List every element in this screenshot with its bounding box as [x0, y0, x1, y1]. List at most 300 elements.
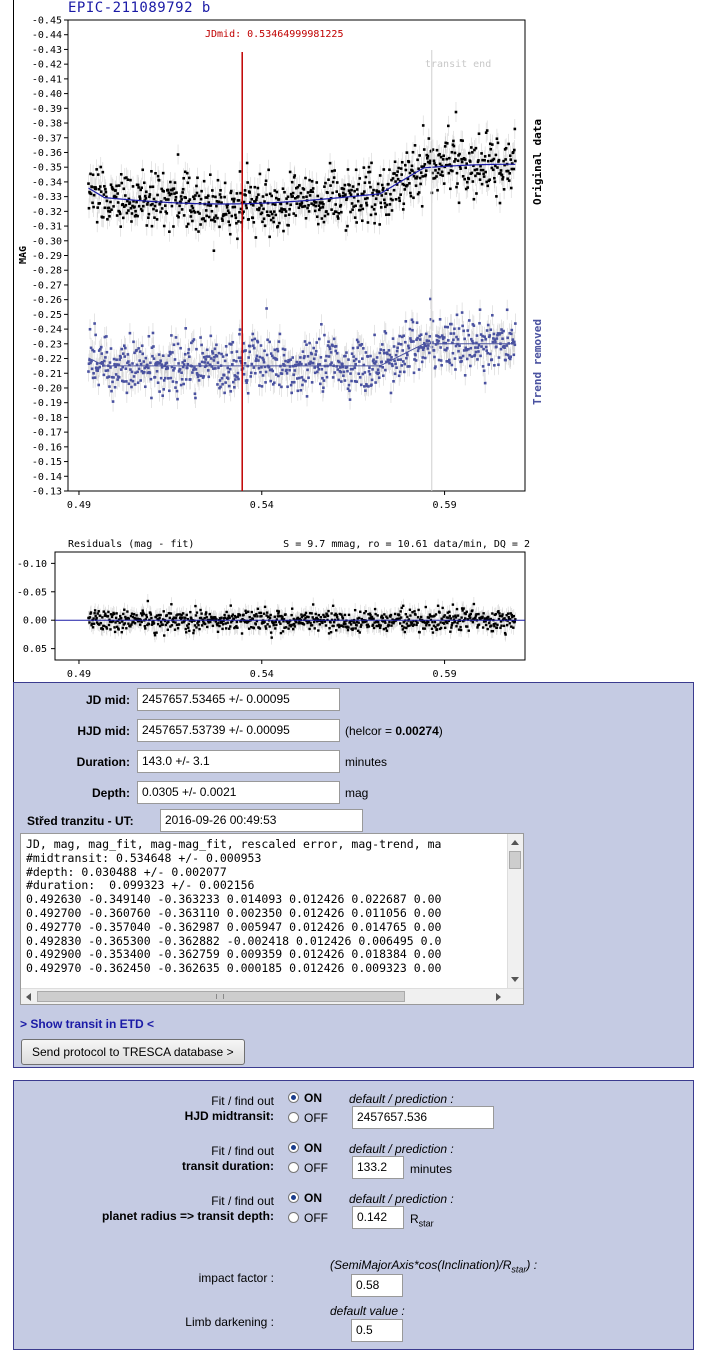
- original-data-point: [233, 198, 236, 201]
- original-data-point: [311, 180, 314, 183]
- trend-removed-point: [466, 329, 469, 332]
- residual-point: [332, 625, 334, 627]
- trend-removed-point: [233, 386, 236, 389]
- original-data-point: [203, 180, 206, 183]
- residual-point: [186, 614, 188, 616]
- residual-point: [242, 614, 244, 616]
- trend-removed-point: [322, 386, 325, 389]
- trend-removed-point: [321, 368, 324, 371]
- trend-removed-point: [105, 335, 108, 338]
- original-data-point: [449, 187, 452, 190]
- residual-point: [94, 609, 96, 611]
- original-data-point: [262, 208, 265, 211]
- original-data-point: [422, 124, 425, 127]
- trend-removed-point: [144, 385, 147, 388]
- original-data-point: [323, 185, 326, 188]
- trend-removed-point: [264, 381, 267, 384]
- original-data-point: [331, 170, 334, 173]
- trend-removed-point: [486, 352, 489, 355]
- original-data-point: [266, 210, 269, 213]
- residual-point: [150, 617, 152, 619]
- trend-removed-point: [174, 358, 177, 361]
- residual-point: [434, 626, 436, 628]
- trend-removed-point: [152, 345, 155, 348]
- original-data-point: [189, 198, 192, 201]
- trend-removed-point: [450, 323, 453, 326]
- residual-point: [314, 627, 316, 629]
- original-data-point: [440, 156, 443, 159]
- original-data-point: [367, 221, 370, 224]
- original-data-point: [507, 143, 510, 146]
- original-data-point: [245, 204, 248, 207]
- residual-point: [275, 624, 277, 626]
- trend-removed-point: [210, 335, 213, 338]
- original-data-point: [444, 145, 447, 148]
- trend-removed-point: [187, 352, 190, 355]
- residual-point: [178, 623, 180, 625]
- residual-point: [446, 622, 448, 624]
- original-data-point: [385, 213, 388, 216]
- x-tick-label: 0.49: [67, 500, 91, 511]
- trend-removed-point: [301, 376, 304, 379]
- original-data-point: [148, 195, 151, 198]
- trend-removed-point: [250, 372, 253, 375]
- trend-removed-point: [280, 386, 283, 389]
- original-data-point: [262, 195, 265, 198]
- original-data-point: [257, 187, 260, 190]
- residual-point: [130, 615, 132, 617]
- trend-removed-point: [485, 346, 488, 349]
- original-data-point: [441, 174, 444, 177]
- trend-removed-point: [138, 368, 141, 371]
- trend-removed-point: [513, 353, 516, 356]
- trend-removed-point: [224, 381, 227, 384]
- trend-removed-point: [396, 347, 399, 350]
- trend-removed-point: [107, 369, 110, 372]
- trend-removed-point: [367, 355, 370, 358]
- original-data-point: [108, 215, 111, 218]
- residual-point: [350, 623, 352, 625]
- original-data-point: [349, 211, 352, 214]
- residual-point: [435, 613, 437, 615]
- original-data-point: [218, 200, 221, 203]
- trend-removed-point: [109, 366, 112, 369]
- original-data-point: [324, 215, 327, 218]
- original-data-point: [314, 205, 317, 208]
- trend-removed-point: [466, 358, 469, 361]
- original-data-point: [234, 206, 237, 209]
- original-data-point: [340, 204, 343, 207]
- original-data-point: [409, 192, 412, 195]
- original-data-point: [514, 128, 517, 131]
- trend-removed-point: [115, 358, 118, 361]
- original-data-point: [141, 168, 144, 171]
- original-data-point: [103, 185, 106, 188]
- trend-removed-point: [154, 376, 157, 379]
- residual-point: [209, 613, 211, 615]
- trend-removed-point: [219, 386, 222, 389]
- original-data-point: [164, 204, 167, 207]
- original-data-point: [480, 152, 483, 155]
- trend-removed-point: [383, 349, 386, 352]
- trend-removed-point: [213, 359, 216, 362]
- original-data-point: [467, 178, 470, 181]
- trend-removed-point: [427, 344, 430, 347]
- residual-point: [169, 617, 171, 619]
- trend-removed-point: [246, 379, 249, 382]
- original-data-point: [196, 192, 199, 195]
- original-data-point: [348, 184, 351, 187]
- trend-removed-point: [341, 363, 344, 366]
- residual-point: [265, 627, 267, 629]
- residual-point: [273, 624, 275, 626]
- original-data-point: [451, 170, 454, 173]
- trend-removed-point: [127, 353, 130, 356]
- trend-removed-point: [325, 371, 328, 374]
- residual-point: [432, 631, 434, 633]
- original-data-point: [497, 142, 500, 145]
- residual-point: [454, 620, 456, 622]
- trend-removed-point: [270, 352, 273, 355]
- trend-removed-point: [405, 320, 408, 323]
- original-data-point: [156, 194, 159, 197]
- residual-point: [93, 623, 95, 625]
- residual-point: [437, 605, 439, 607]
- residual-point: [344, 623, 346, 625]
- trend-removed-point: [123, 344, 126, 347]
- original-data-point: [291, 181, 294, 184]
- residual-point: [287, 627, 289, 629]
- original-data-point: [96, 206, 99, 209]
- original-data-point: [284, 214, 287, 217]
- residual-point: [408, 624, 410, 626]
- residual-point: [270, 631, 272, 633]
- trend-removed-point: [167, 367, 170, 370]
- residual-point: [401, 607, 403, 609]
- original-data-point: [378, 191, 381, 194]
- trend-removed-point: [395, 354, 398, 357]
- trend-removed-point: [189, 378, 192, 381]
- trend-removed-point: [226, 367, 229, 370]
- trend-removed-point: [364, 389, 367, 392]
- original-data-point: [171, 205, 174, 208]
- residual-point: [404, 631, 406, 633]
- original-data-point: [87, 182, 90, 185]
- original-data-point: [474, 175, 477, 178]
- trend-removed-point: [428, 340, 431, 343]
- original-data-point: [251, 217, 254, 220]
- residual-point: [325, 624, 327, 626]
- trend-removed-point: [452, 338, 455, 341]
- trend-removed-point: [506, 308, 509, 311]
- original-data-point: [195, 185, 198, 188]
- original-data-point: [186, 172, 189, 175]
- trend-removed-point: [238, 333, 241, 336]
- original-data-point: [258, 207, 261, 210]
- trend-removed-point: [405, 357, 408, 360]
- original-data-point: [503, 188, 506, 191]
- residual-point: [414, 613, 416, 615]
- original-data-point: [370, 214, 373, 217]
- original-data-point: [285, 210, 288, 213]
- residual-point: [115, 617, 117, 619]
- trend-removed-point: [237, 378, 240, 381]
- original-data-point: [461, 139, 464, 142]
- trend-removed-point: [182, 383, 185, 386]
- residual-point: [310, 612, 312, 614]
- original-data-point: [98, 188, 101, 191]
- original-data-point: [482, 169, 485, 172]
- y-tick-label: -0.26: [32, 295, 62, 306]
- trend-removed-point: [497, 363, 500, 366]
- trend-removed-point: [452, 352, 455, 355]
- residual-point: [417, 609, 419, 611]
- trend-removed-point: [186, 363, 189, 366]
- residual-point: [394, 613, 396, 615]
- original-data-point: [112, 205, 115, 208]
- trend-removed-point: [482, 365, 485, 368]
- trend-removed-point: [398, 374, 401, 377]
- trend-removed-point: [379, 348, 382, 351]
- original-data-point: [373, 222, 376, 225]
- original-data-point: [512, 151, 515, 154]
- y-tick-label: -0.16: [32, 442, 62, 453]
- trend-removed-point: [214, 348, 217, 351]
- original-data-point: [495, 195, 498, 198]
- trend-removed-point: [180, 384, 183, 387]
- trend-removed-point: [125, 367, 128, 370]
- trend-removed-point: [414, 354, 417, 357]
- residual-point: [444, 627, 446, 629]
- residual-point: [92, 626, 94, 628]
- trend-removed-point: [460, 360, 463, 363]
- residual-point: [210, 616, 212, 618]
- residual-point: [450, 626, 452, 628]
- residual-y-tick-label: 0.00: [23, 616, 47, 627]
- residual-point: [425, 606, 427, 608]
- original-data-point: [159, 211, 162, 214]
- original-data-point: [227, 220, 230, 223]
- residual-point: [413, 610, 415, 612]
- original-data-point: [327, 178, 330, 181]
- residual-point: [274, 627, 276, 629]
- original-data-point: [475, 192, 478, 195]
- residual-point: [155, 631, 157, 633]
- trend-removed-point: [453, 327, 456, 330]
- trend-removed-point: [486, 329, 489, 332]
- trend-removed-point: [462, 330, 465, 333]
- residual-point: [167, 629, 169, 631]
- original-data-point: [210, 204, 213, 207]
- trend-removed-point: [139, 350, 142, 353]
- trend-removed-point: [164, 377, 167, 380]
- trend-removed-point: [119, 356, 122, 359]
- trend-removed-point: [381, 366, 384, 369]
- trend-removed-point: [147, 367, 150, 370]
- trend-removed-point: [257, 359, 260, 362]
- residual-point: [399, 622, 401, 624]
- residual-point: [201, 624, 203, 626]
- original-data-point: [91, 186, 94, 189]
- trend-removed-point: [108, 375, 111, 378]
- original-data-point: [167, 198, 170, 201]
- residual-point: [440, 627, 442, 629]
- original-data-point: [508, 172, 511, 175]
- trend-removed-point: [477, 350, 480, 353]
- trend-removed-point: [221, 377, 224, 380]
- residual-point: [125, 627, 127, 629]
- residual-x-tick-label: 0.59: [433, 669, 457, 680]
- original-data-point: [468, 152, 471, 155]
- trend-removed-point: [474, 354, 477, 357]
- trend-removed-point: [312, 362, 315, 365]
- original-data-point: [423, 163, 426, 166]
- trend-removed-point: [229, 390, 232, 393]
- original-data-point: [192, 207, 195, 210]
- trend-removed-point: [394, 372, 397, 375]
- original-data-point: [358, 177, 361, 180]
- original-data-point: [136, 215, 139, 218]
- original-data-point: [456, 172, 459, 175]
- trend-removed-point: [181, 378, 184, 381]
- trend-removed-point: [247, 356, 250, 359]
- original-data-point: [255, 198, 258, 201]
- original-data-point: [478, 172, 481, 175]
- trend-removed-point: [158, 353, 161, 356]
- trend-removed-point: [375, 360, 378, 363]
- original-data-point: [168, 230, 171, 233]
- trend-removed-point: [334, 350, 337, 353]
- trend-removed-point: [409, 328, 412, 331]
- residual-point: [333, 621, 335, 623]
- trend-removed-point: [496, 337, 499, 340]
- residual-point: [247, 611, 249, 613]
- original-data-point: [336, 181, 339, 184]
- trend-removed-point: [506, 337, 509, 340]
- residual-point: [437, 623, 439, 625]
- original-data-point: [131, 212, 134, 215]
- trend-removed-point: [92, 372, 95, 375]
- residual-point: [388, 621, 390, 623]
- original-data-point: [265, 180, 268, 183]
- original-data-point: [319, 207, 322, 210]
- original-data-point: [458, 153, 461, 156]
- original-data-point: [273, 210, 276, 213]
- residual-point: [386, 630, 388, 632]
- original-data-point: [353, 190, 356, 193]
- trend-removed-point: [273, 349, 276, 352]
- original-data-point: [361, 219, 364, 222]
- residual-point: [375, 625, 377, 627]
- residual-point: [217, 631, 219, 633]
- trend-removed-point: [457, 350, 460, 353]
- original-data-point: [200, 198, 203, 201]
- trend-removed-point: [433, 356, 436, 359]
- trend-removed-point: [394, 363, 397, 366]
- trend-removed-point: [263, 350, 266, 353]
- residual-point: [224, 622, 226, 624]
- trend-removed-point: [202, 375, 205, 378]
- trend-removed-point: [413, 371, 416, 374]
- trend-removed-point: [458, 327, 461, 330]
- original-data-point: [479, 178, 482, 181]
- residual-point: [332, 605, 334, 607]
- original-data-point: [115, 196, 118, 199]
- original-data-point: [95, 168, 98, 171]
- trend-removed-point: [392, 337, 395, 340]
- trend-removed-point: [407, 345, 410, 348]
- trend-removed-point: [451, 364, 454, 367]
- residual-point: [170, 612, 172, 614]
- original-data-point: [454, 152, 457, 155]
- trend-removed-point: [313, 366, 316, 369]
- trend-removed-point: [158, 390, 161, 393]
- original-data-point: [127, 209, 130, 212]
- trend-removed-point: [320, 323, 323, 326]
- trend-removed-point: [191, 371, 194, 374]
- original-data-point: [340, 211, 343, 214]
- original-data-point: [391, 209, 394, 212]
- residual-point: [93, 612, 95, 614]
- original-data-point: [483, 159, 486, 162]
- residual-point: [444, 614, 446, 616]
- trend-removed-point: [359, 376, 362, 379]
- trend-removed-point: [229, 368, 232, 371]
- main-plot-frame: [68, 20, 525, 491]
- residual-point: [254, 615, 256, 617]
- original-data-point: [315, 201, 318, 204]
- residual-point: [197, 624, 199, 626]
- original-data-point: [418, 191, 421, 194]
- trend-removed-point: [225, 345, 228, 348]
- trend-removed-point: [254, 338, 257, 341]
- residual-point: [256, 615, 258, 617]
- residual-point: [215, 620, 217, 622]
- original-data-point: [102, 171, 105, 174]
- original-data-point: [498, 159, 501, 162]
- residual-point: [335, 629, 337, 631]
- trend-removed-point: [261, 385, 264, 388]
- original-data-point: [244, 189, 247, 192]
- residual-point: [236, 627, 238, 629]
- residual-point: [402, 605, 404, 607]
- original-data-point: [208, 216, 211, 219]
- original-data-point: [191, 220, 194, 223]
- trend-removed-point: [223, 374, 226, 377]
- original-data-point: [509, 154, 512, 157]
- trend-removed-point: [141, 353, 144, 356]
- original-data-point: [270, 195, 273, 198]
- residual-point: [295, 621, 297, 623]
- trend-removed-point: [510, 333, 513, 336]
- original-data-point: [99, 166, 102, 169]
- original-data-point: [359, 209, 362, 212]
- residual-point: [396, 618, 398, 620]
- trend-removed-point: [100, 352, 103, 355]
- residual-point: [91, 623, 93, 625]
- original-data-point: [245, 207, 248, 210]
- trend-removed-point: [484, 338, 487, 341]
- trend-removed-point: [214, 367, 217, 370]
- residual-point: [451, 622, 453, 624]
- residual-point: [436, 628, 438, 630]
- trend-removed-point: [140, 363, 143, 366]
- original-data-point: [417, 167, 420, 170]
- trend-removed-point: [198, 379, 201, 382]
- original-data-point: [316, 215, 319, 218]
- residual-point: [336, 616, 338, 618]
- trend-removed-point: [348, 389, 351, 392]
